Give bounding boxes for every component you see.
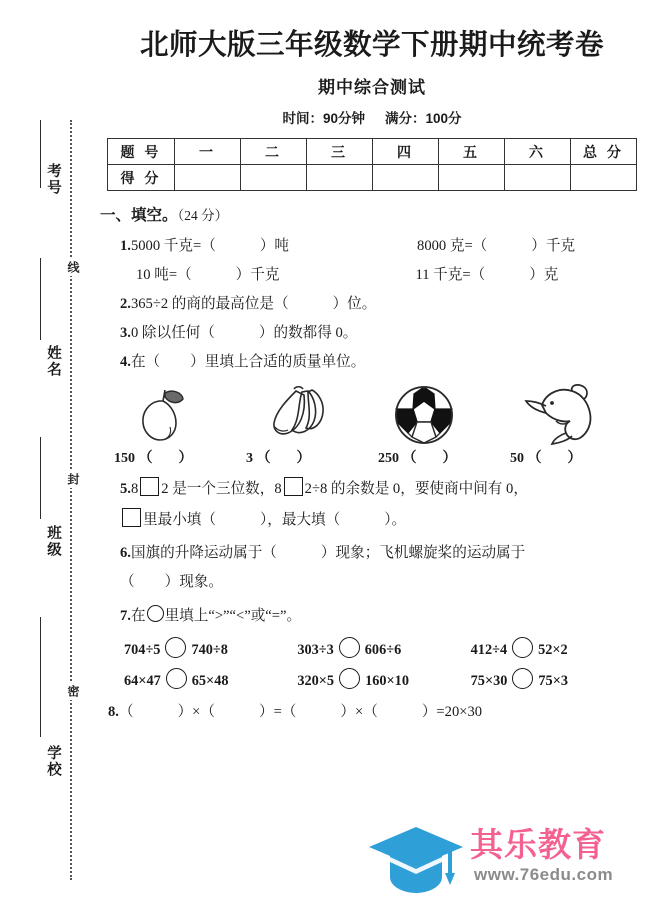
question-1-line-2 xyxy=(120,258,646,287)
pear-icon xyxy=(112,383,244,447)
question-5-number: 5. xyxy=(120,481,131,498)
seal-char-feng: 封 xyxy=(60,470,82,488)
comparison-left: 412÷4 xyxy=(470,641,508,658)
question-6-line2-b: ）现象。 xyxy=(164,574,223,591)
exam-left-margin xyxy=(0,0,92,903)
table-row xyxy=(108,139,637,165)
comparison-circle[interactable] xyxy=(512,637,533,658)
question-5-line1-a: 8 xyxy=(130,481,139,498)
question-1-a-left: 5000 千克=（ xyxy=(130,238,216,254)
question-4-number: 4. xyxy=(120,353,131,370)
picture-label-paren-close: ） xyxy=(442,451,457,467)
picture-label-number: 250 xyxy=(378,451,399,467)
picture-label-number: 150 xyxy=(114,451,135,467)
page-title: 北师大版三年级数学下册期中统考卷 xyxy=(139,29,604,61)
score-cell-total[interactable] xyxy=(571,165,637,191)
comparison-right: 52×2 xyxy=(538,641,568,658)
comparison-right: 75×3 xyxy=(538,672,568,689)
picture-label-paren-close: ） xyxy=(178,451,193,467)
comparison-left: 320×5 xyxy=(297,672,335,689)
question-1-b-left: 10 吨=（ xyxy=(136,266,192,283)
picture-label-paren-open: （ xyxy=(402,451,417,467)
comparison-circle[interactable] xyxy=(147,605,164,622)
question-1-a-left-end: ）吨 xyxy=(259,238,290,254)
score-table-col-2: 二 xyxy=(241,139,307,165)
question-7-prompt-b: 里填上“>”“<”或“=”。 xyxy=(164,608,302,625)
question-1-a-right-end: ）千克 xyxy=(531,238,576,254)
comparison-left: 64×47 xyxy=(124,672,161,689)
question-1-b-right: 11 千克=（ xyxy=(415,266,486,283)
question-5-line2-b: ），最大填（ xyxy=(259,512,341,529)
question-1-b-left-end: ）千克 xyxy=(235,266,280,283)
watermark-brand: 其乐教育 xyxy=(470,826,606,863)
comparison-pair xyxy=(471,637,644,659)
question-2-number: 2. xyxy=(120,295,131,312)
question-5-line2-c: ）。 xyxy=(384,512,407,529)
margin-label-xingming: 姓名 xyxy=(45,345,61,378)
picture-label-banana xyxy=(244,447,376,467)
score-table-col-1: 一 xyxy=(175,139,241,165)
picture-label-number: 3 xyxy=(246,451,253,467)
score-table-col-6: 六 xyxy=(505,139,571,165)
question-8-p4: ）×（ xyxy=(340,703,378,720)
question-5-line-2 xyxy=(120,501,646,532)
question-3-text-b: ）的数都得 0。 xyxy=(258,324,358,341)
score-cell-2[interactable] xyxy=(241,165,307,191)
picture-item-pear xyxy=(112,383,244,467)
picture-item-banana xyxy=(244,383,376,467)
digit-box[interactable] xyxy=(122,508,141,527)
question-7-prompt xyxy=(120,594,646,628)
picture-label-pear xyxy=(112,447,244,467)
comparison-right: 65×48 xyxy=(191,672,229,689)
question-4-picture-row xyxy=(112,383,642,467)
comparison-pair xyxy=(297,637,470,659)
question-8-p3: ）=（ xyxy=(258,703,297,720)
question-5-line-1 xyxy=(120,467,646,501)
comparison-circle[interactable] xyxy=(339,637,360,658)
question-4 xyxy=(120,345,646,374)
comparison-pair xyxy=(297,668,470,690)
comparison-left: 704÷5 xyxy=(124,641,161,658)
comparison-pair xyxy=(124,668,297,690)
score-table-col-3: 三 xyxy=(307,139,373,165)
picture-label-paren-open: （ xyxy=(256,451,271,467)
question-3-number: 3. xyxy=(120,324,131,341)
comparison-pair xyxy=(471,668,644,690)
score-table xyxy=(107,138,637,191)
question-4-text-b: ）里填上合适的质量单位。 xyxy=(190,353,366,370)
score-cell-1[interactable] xyxy=(175,165,241,191)
seal-char-mi: 密 xyxy=(60,682,82,700)
question-1-number: 1. xyxy=(120,238,131,254)
question-6-line-1 xyxy=(120,532,646,565)
comparison-right: 160×10 xyxy=(365,672,409,689)
margin-label-banji: 班级 xyxy=(45,525,61,558)
exam-time-label: 时间：90分钟 xyxy=(282,111,365,126)
question-8 xyxy=(108,690,646,724)
seal-dotted-line xyxy=(70,120,72,880)
comparison-circle[interactable] xyxy=(165,637,186,658)
question-4-text-a: 在（ xyxy=(130,353,161,370)
question-1-b-right-end: ）克 xyxy=(529,266,559,283)
comparison-left: 303÷3 xyxy=(297,641,334,658)
picture-label-paren-open: （ xyxy=(138,451,153,467)
question-6-line1-a: 国旗的升降运动属于（ xyxy=(130,545,277,562)
score-table-header-label: 题 号 xyxy=(108,139,175,165)
score-table-score-label: 得 分 xyxy=(108,165,175,191)
comparison-right: 606÷6 xyxy=(364,641,402,658)
watermark-url: www.76edu.com xyxy=(474,865,614,884)
digit-box[interactable] xyxy=(284,477,303,496)
question-6-number: 6. xyxy=(120,545,131,562)
score-cell-3[interactable] xyxy=(307,165,373,191)
question-6-line-2 xyxy=(120,565,646,594)
question-2-text-b: ）位。 xyxy=(332,295,377,312)
score-cell-4[interactable] xyxy=(373,165,439,191)
margin-label-xuexiao: 学校 xyxy=(45,745,61,778)
comparison-left: 75×30 xyxy=(470,672,508,689)
picture-label-paren-close: ） xyxy=(567,451,582,467)
score-table-col-total: 总 分 xyxy=(571,139,637,165)
question-3 xyxy=(120,316,646,345)
comparison-circle[interactable] xyxy=(166,668,187,689)
question-5-line1-b: 2 是一个三位数，8 xyxy=(161,481,282,498)
comparison-circle[interactable] xyxy=(512,668,533,689)
question-1-line-1 xyxy=(120,229,646,258)
page-subtitle: 期中综合测试 xyxy=(318,78,426,97)
score-cell-5[interactable] xyxy=(439,165,505,191)
section-heading-text: 一、填空。 xyxy=(100,207,178,224)
question-3-text-a: 0 除以任何（ xyxy=(130,324,215,341)
picture-item-soccer xyxy=(376,383,508,467)
question-8-p2: ）×（ xyxy=(177,703,215,720)
question-7-number: 7. xyxy=(120,608,131,625)
question-2 xyxy=(120,287,646,316)
exam-sheet xyxy=(92,0,652,903)
score-table-col-4: 四 xyxy=(373,139,439,165)
picture-item-dolphin xyxy=(508,383,640,467)
picture-label-paren-close: ） xyxy=(296,451,311,467)
picture-label-paren-open: （ xyxy=(527,451,542,467)
score-table-col-5: 五 xyxy=(439,139,505,165)
question-6-line1-b: ）现象；飞机螺旋桨的运动属于 xyxy=(320,545,526,562)
section-heading-fill-in-blank xyxy=(100,203,646,225)
dolphin-icon xyxy=(508,383,640,447)
comparison-pair xyxy=(124,637,297,659)
picture-label-soccer xyxy=(376,447,508,467)
soccer-ball-icon xyxy=(376,383,508,447)
score-cell-6[interactable] xyxy=(505,165,571,191)
question-1-a-right: 8000 克=（ xyxy=(417,238,488,254)
exam-meta xyxy=(92,107,652,127)
question-8-p5: ）=20×30 xyxy=(421,703,483,720)
question-7-prompt-a: 在 xyxy=(130,608,146,625)
margin-rule-3 xyxy=(40,437,41,519)
picture-label-dolphin xyxy=(508,447,640,467)
question-7-row-2 xyxy=(124,668,644,690)
table-row xyxy=(108,165,637,191)
seal-char-xian: 线 xyxy=(60,258,82,276)
margin-rule-2 xyxy=(40,258,41,340)
margin-label-kaohao: 考号 xyxy=(45,163,61,196)
section-points: （24 分） xyxy=(177,208,229,223)
question-7-row-1 xyxy=(124,637,644,659)
banana-icon xyxy=(244,383,376,447)
digit-box[interactable] xyxy=(140,477,159,496)
comparison-right: 740÷8 xyxy=(191,641,228,658)
question-8-p1: （ xyxy=(118,703,134,720)
question-2-text-a: 365÷2 的商的最高位是（ xyxy=(130,295,289,312)
question-8-number: 8. xyxy=(108,703,119,720)
questions-area xyxy=(92,203,652,724)
question-5-line2-a: 里最小填（ xyxy=(143,512,216,529)
margin-rule-4 xyxy=(40,617,41,737)
exam-fullscore-label: 满分：100分 xyxy=(385,111,462,126)
question-5-line1-c: 2÷8 的余数是 0，要使商中间有 0， xyxy=(304,481,528,498)
question-6-line2-a: （ xyxy=(120,574,135,591)
comparison-circle[interactable] xyxy=(339,668,360,689)
picture-label-number: 50 xyxy=(510,451,524,467)
